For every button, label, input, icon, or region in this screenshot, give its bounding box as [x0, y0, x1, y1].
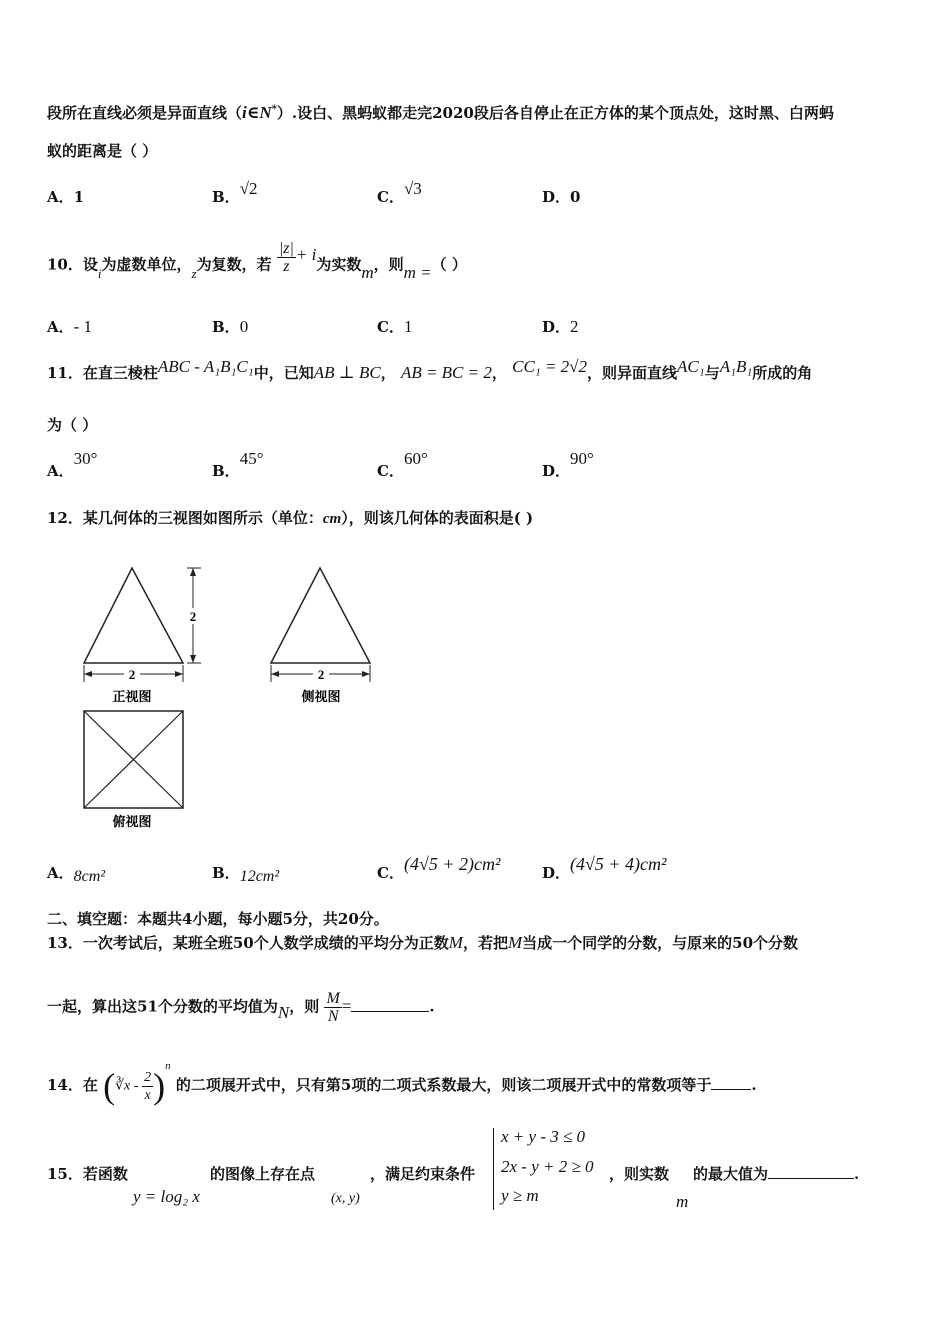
q9-option-c[interactable]: C．√3	[377, 179, 422, 206]
q12-option-c[interactable]: C．(4√5 + 2)cm²	[377, 854, 501, 882]
q9-option-a[interactable]: A．1	[47, 188, 85, 206]
front-width-dim: 2	[128, 667, 136, 682]
side-view-label: 侧视图	[301, 690, 341, 705]
q12-option-a[interactable]: A．8cm²	[47, 864, 106, 885]
front-height-dim: 2	[189, 609, 197, 624]
q15-text-b: 的图像上存在点	[210, 1165, 316, 1183]
q13-line1: 13．一次考试后，某班全班50个人数学成绩的平均分为正数M，若把M当成一个同学的分数，与原来的50个分数	[47, 933, 799, 952]
q15-func: y = log₂ x	[133, 1187, 200, 1206]
front-view-label: 正视图	[112, 690, 152, 705]
q15-constraint-brace	[493, 1128, 494, 1210]
q13-answer-blank[interactable]	[351, 1011, 429, 1012]
q15-text-a: 15．若函数	[47, 1165, 128, 1183]
q10-option-b[interactable]: B．0	[212, 317, 249, 336]
q10-option-d[interactable]: D．2	[542, 317, 579, 336]
q15-m: m	[676, 1192, 689, 1211]
q9-line1: 段所在直线必须是异面直线（i∈N*）.设白、黑蚂蚁都走完2020段后各自停止在正方体的某个顶点处，这时黑、白两蚂	[47, 103, 834, 122]
q15-text-d: ，则实数	[609, 1165, 670, 1183]
q9-line2: 蚁的距离是（ ）	[47, 142, 158, 160]
q12-option-b[interactable]: B．12cm²	[212, 864, 280, 885]
q10-option-c[interactable]: C．1	[377, 317, 413, 336]
q10-option-a[interactable]: A．- 1	[47, 317, 93, 336]
q9-option-b[interactable]: B．√2	[212, 179, 258, 206]
section2-title: 二、填空题：本题共4小题，每小题5分，共20分。	[47, 910, 389, 928]
q11-option-a[interactable]: A．30°	[47, 449, 98, 480]
q11-option-b[interactable]: B．45°	[212, 449, 264, 480]
q15-point: (x, y)	[331, 1191, 360, 1206]
q15-text-e: 的最大值为 .	[693, 1165, 860, 1183]
front-view-triangle	[84, 568, 183, 663]
q15-constraint-3: y ≥ m	[501, 1186, 539, 1205]
top-view-label: 俯视图	[112, 815, 152, 830]
three-view-figure	[75, 560, 385, 835]
side-width-dim: 2	[317, 667, 325, 682]
q10-stem: 10．设i为虚数单位，z为复数，若 $\frac{|z|}{z}$ + i为实数m，则m =（ ）	[47, 240, 467, 282]
q11-option-d[interactable]: D．90°	[542, 449, 594, 480]
q15-answer-blank[interactable]	[768, 1178, 854, 1179]
q14-answer-blank[interactable]	[711, 1089, 751, 1090]
q14-expression: (∛x - $\frac{2}{x}$ )$^n$	[103, 1060, 171, 1106]
side-view-triangle	[271, 568, 370, 663]
q14-stem: 14．在 (∛x - $\frac{2}{x}$ )$^n$ 的二项展开式中，只有第5项的二项式系数最大，则该二项展开式中的常数项等于 .	[47, 1060, 757, 1106]
q12-stem: 12．某几何体的三视图如图所示（单位：cm），则该几何体的表面积是( )	[47, 509, 534, 527]
q15-text-c: ，满足约束条件	[370, 1165, 476, 1183]
q9-option-d[interactable]: D．0	[542, 188, 581, 206]
q11-option-c[interactable]: C．60°	[377, 449, 428, 480]
q11-line2: 为（ ）	[47, 416, 98, 434]
q15-constraint-2: 2x - y + 2 ≥ 0	[501, 1157, 594, 1176]
q12-option-d[interactable]: D．(4√5 + 4)cm²	[542, 854, 667, 882]
q11-stem: 11．在直三棱柱ABC - A₁B₁C₁中，已知AB ⊥ BC， AB = BC = 2， CC₁ = 2√2，则异面直线AC₁与A₁B₁所成的角	[47, 357, 813, 382]
q13-line2: 一起，算出这51个分数的平均值为N，则 $\frac{M}{N}$ = .	[47, 990, 435, 1025]
q15-constraint-1: x + y - 3 ≤ 0	[501, 1127, 586, 1146]
